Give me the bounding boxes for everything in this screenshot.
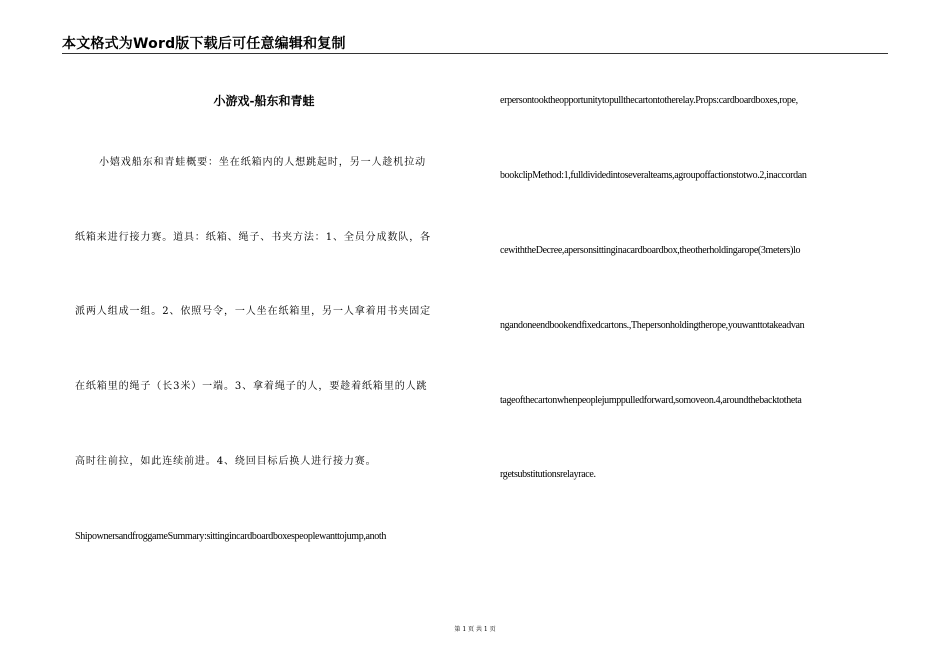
- right-paragraph-line: bookclipMethod:1,fulldividedintoseveralteams,agroupoffactionstotwo.2,inaccordan: [500, 170, 807, 181]
- left-paragraph-line: 小嬉戏船东和青蛙概要：坐在纸箱内的人想跳起时，另一人趁机拉动: [99, 157, 426, 168]
- left-paragraph-line: 在纸箱里的绳子（长3米）一端。3、拿着绳子的人，要趁着纸箱里的人跳: [75, 381, 428, 392]
- header-divider: [62, 53, 888, 54]
- left-paragraph-line: ShipownersandfroggameSummary:sittingincardboardboxespeoplewanttojump,anoth: [75, 531, 386, 542]
- right-paragraph-line: ngandoneendbookendfixedcartons.,Thepersonholdingtherope,youwanttotakeadvan: [500, 320, 805, 331]
- page-number: 第 1 页 共 1 页: [454, 626, 496, 633]
- right-paragraph-line: cewiththeDecree,apersonsittinginacardboardbox,theotherholdingarope(3meters)lo: [500, 245, 801, 256]
- document-title: 小游戏-船东和青蛙: [213, 94, 315, 108]
- left-paragraph-line: 派两人组成一组。2、依照号令，一人坐在纸箱里，另一人拿着用书夹固定: [75, 306, 432, 317]
- right-paragraph-line: erpersontooktheopportunitytopullthecartontotherelay.Props:cardboardboxes,rope,: [500, 95, 798, 106]
- right-paragraph-line: tageofthecartonwhenpeoplejumppulledforward,somoveon.4,aroundthebacktotheta: [500, 395, 802, 406]
- left-paragraph-line: 纸箱来进行接力赛。道具：纸箱、绳子、书夹方法：1、全员分成数队，各: [75, 232, 432, 243]
- right-paragraph-line: rgetsubstitutionsrelayrace.: [500, 469, 596, 480]
- left-paragraph-line: 高时往前拉，如此连续前进。4、绕回目标后换人进行接力赛。: [75, 456, 377, 467]
- document-header-banner: 本文格式为Word版下载后可任意编辑和复制: [62, 36, 346, 52]
